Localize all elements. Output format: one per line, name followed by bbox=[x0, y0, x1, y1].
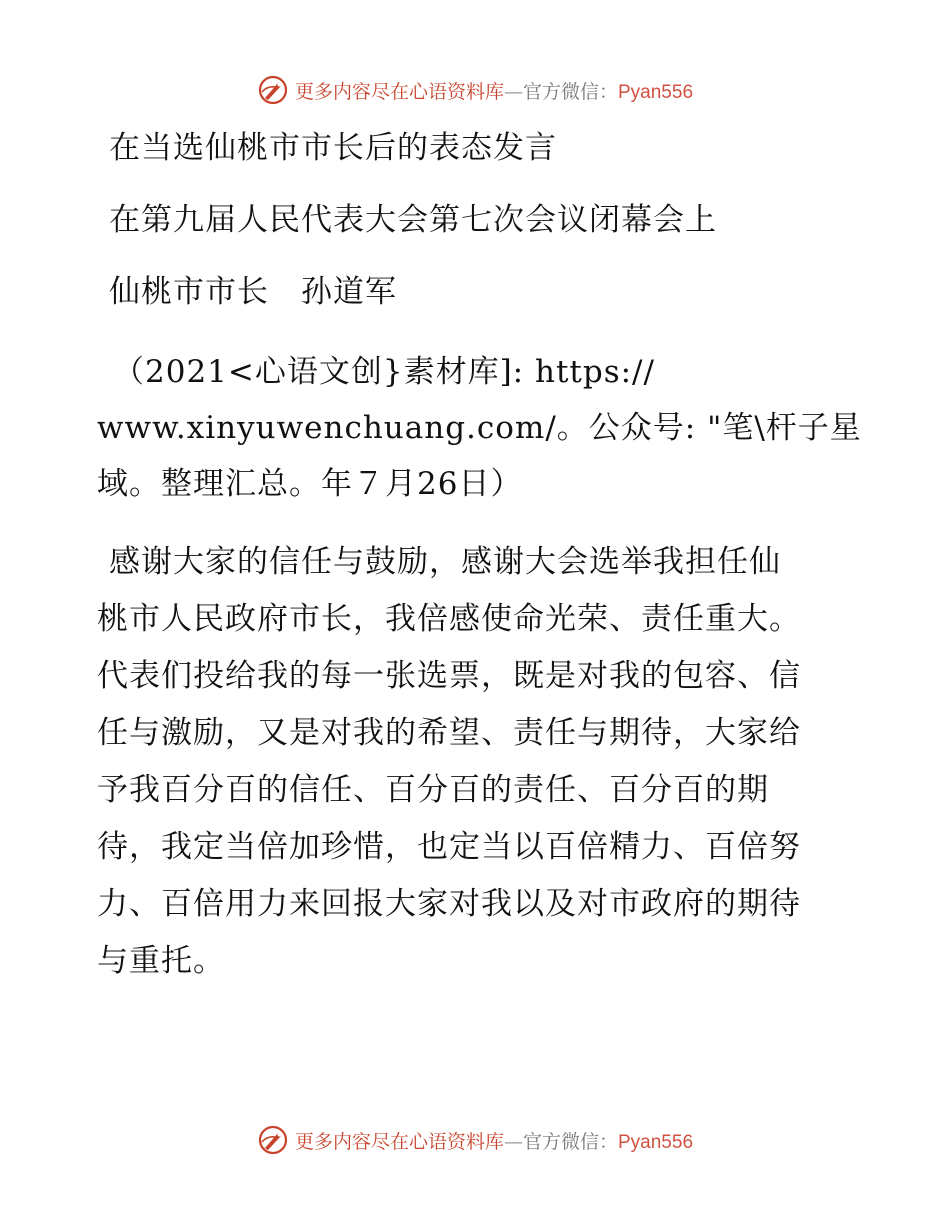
banner-dash: — bbox=[503, 1130, 523, 1153]
banner-official-label: 官方微信： bbox=[522, 1130, 618, 1153]
paragraph-line: 任与激励，又是对我的希望、责任与期待，大家给 bbox=[97, 715, 801, 751]
document-speaker: 仙桃市市长 孙道军 bbox=[109, 274, 397, 310]
source-note-line: www.xinyuwenchuang.com/。公众号: "笔\杆子星 bbox=[97, 410, 862, 446]
banner-brand: 更多内容尽在心语资料库 bbox=[294, 80, 504, 103]
document-occasion: 在第九届人民代表大会第七次会议闭幕会上 bbox=[109, 202, 717, 238]
speech-paragraph bbox=[97, 534, 857, 990]
footer-banner bbox=[0, 1120, 950, 1160]
banner-dash: — bbox=[503, 80, 523, 103]
document-title: 在当选仙桃市市长后的表态发言 bbox=[109, 130, 557, 166]
paragraph-line: 代表们投给我的每一张选票，既是对我的包容、信 bbox=[97, 658, 801, 694]
paragraph-line: 待，我定当倍加珍惜，也定当以百倍精力、百倍努 bbox=[97, 829, 801, 865]
banner-wechat-id: Pyan556 bbox=[618, 81, 694, 103]
banner-official-label: 官方微信： bbox=[522, 80, 618, 103]
paragraph-line: 力、百倍用力来回报大家对我以及对市政府的期待 bbox=[97, 886, 801, 922]
paragraph-line: 与重托。 bbox=[97, 943, 225, 979]
pen-nib-logo-icon bbox=[257, 74, 289, 106]
source-note-line: （2021<心语文创}素材库]: https:// bbox=[113, 354, 655, 390]
banner-brand: 更多内容尽在心语资料库 bbox=[294, 1130, 504, 1153]
banner-text bbox=[295, 77, 693, 104]
banner-wechat-id: Pyan556 bbox=[618, 1131, 694, 1153]
document-body bbox=[97, 124, 862, 990]
source-note bbox=[97, 344, 862, 512]
paragraph-line: 桃市人民政府市长，我倍感使命光荣、责任重大。 bbox=[97, 601, 801, 637]
source-note-line: 域。整理汇总。年７月26日） bbox=[97, 466, 523, 502]
header-banner bbox=[0, 70, 950, 110]
paragraph-line: 予我百分百的信任、百分百的责任、百分百的期 bbox=[97, 772, 769, 808]
banner-text bbox=[295, 1127, 693, 1154]
pen-nib-logo-icon bbox=[257, 1124, 289, 1156]
paragraph-line: 感谢大家的信任与鼓励，感谢大会选举我担任仙 bbox=[109, 544, 781, 580]
